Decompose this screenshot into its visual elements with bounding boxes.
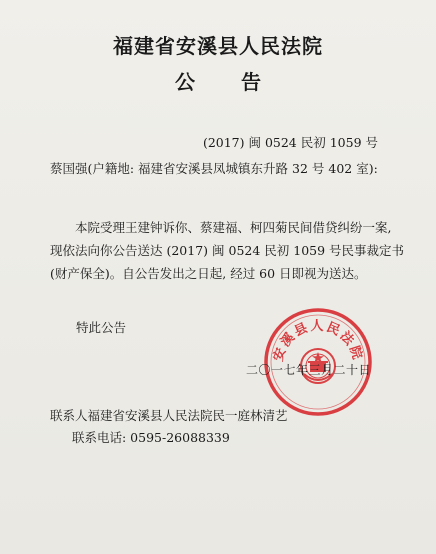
notice-body: 本院受理王建钟诉你、蔡建福、柯四菊民间借贷纠纷一案, 现依法向你公告送达 (2017) 闽 0524 民初 1059 号民事裁定书 (财产保全)。自公告发出之日起, 经过 60 日即视为送达。 — [50, 220, 405, 281]
contact-phone: 联系电话: 0595-26088339 — [72, 430, 230, 445]
contact-person: 联系人福建省安溪县人民法院民一庭林清艺 — [50, 408, 288, 423]
case-number: (2017) 闽 0524 民初 1059 号 — [202, 135, 378, 150]
addressee: 蔡国强(户籍地: 福建省安溪县凤城镇东升路 32 号 402 室): — [50, 161, 378, 176]
court-title: 福建省安溪县人民法院 — [113, 34, 323, 58]
issue-date: 二〇一七年三月二十日 — [246, 363, 372, 377]
closing-line: 特此公告 — [76, 320, 127, 335]
seal-text: 安溪县人民法院 — [270, 319, 366, 364]
document-title: 公告 — [175, 70, 307, 94]
